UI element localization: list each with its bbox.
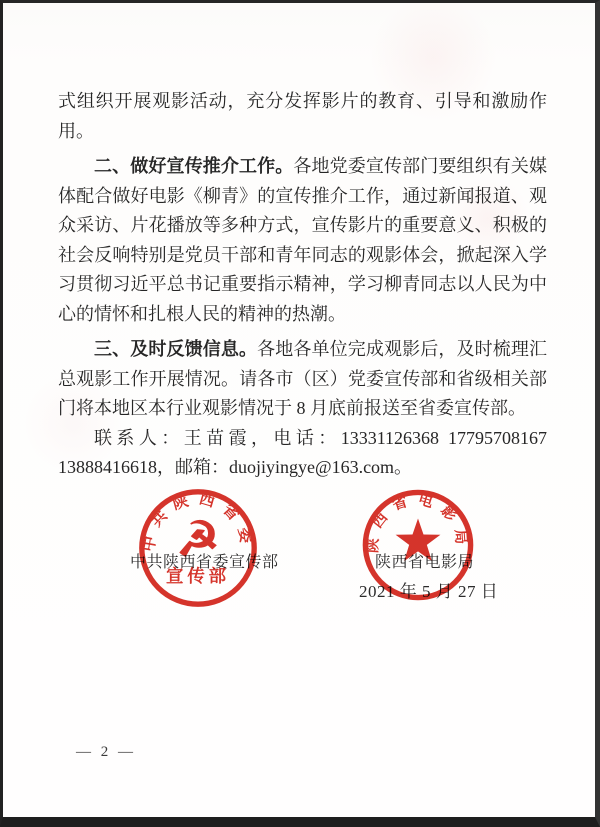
- section-2-text: 各地党委宣传部门要组织有关媒体配合做好电影《柳青》的宣传推介工作，通过新闻报道、观众采访、片花播放等多种方式，宣传影片的重要意义、积极的社会反响特别是党员干部和青年同志的观影体会，掀起深入学习贯彻习近平总书记重要指示精神，学习柳青同志以人民为中心的情怀和扎根人民的精神的热潮。: [58, 156, 547, 324]
- seal-arc-label: 中共陕西省委: [140, 490, 256, 554]
- section-3-text: 各地各单位完成观影后，及时梳理汇总观影工作开展情况。请各市（区）党委宣传部和省级相关部门将本地区本行业观影情况于 8 月底前报送至省委宣传部。: [58, 339, 547, 418]
- contact-text: 联系人：王苗霞，电话：13331126368 17795708167 13888416618，邮箱：duojiyingye@163.com。: [58, 427, 547, 477]
- seal-arc-label: 陕西省电影局: [365, 491, 470, 554]
- paragraph-continuation: [58, 87, 547, 146]
- film-bureau-seal: [360, 487, 476, 603]
- star-icon: [396, 518, 441, 561]
- seal-bottom-label: 宣传部: [166, 565, 230, 586]
- propaganda-dept-seal: [136, 486, 260, 610]
- section-2-heading: 二、做好宣传推介工作。: [94, 156, 294, 176]
- hammer-sickle-icon: ☭: [176, 513, 220, 567]
- signature-right-org: 陕西省电影局: [375, 554, 475, 571]
- page-body: [58, 87, 547, 483]
- paragraph-continuation-text: 式组织开展观影活动，充分发挥影片的教育、引导和激励作用。: [58, 91, 547, 141]
- section-3-heading: 三、及时反馈信息。: [94, 339, 258, 359]
- paragraph-contact: [58, 424, 547, 483]
- paragraph-section-2: [58, 152, 547, 329]
- paragraph-section-3: [58, 335, 547, 424]
- page-number: — 2 —: [76, 744, 136, 760]
- signature-left-org: 中共陕西省委宣传部: [130, 554, 279, 571]
- signature-date: 2021 年 5 月 27 日: [359, 582, 499, 601]
